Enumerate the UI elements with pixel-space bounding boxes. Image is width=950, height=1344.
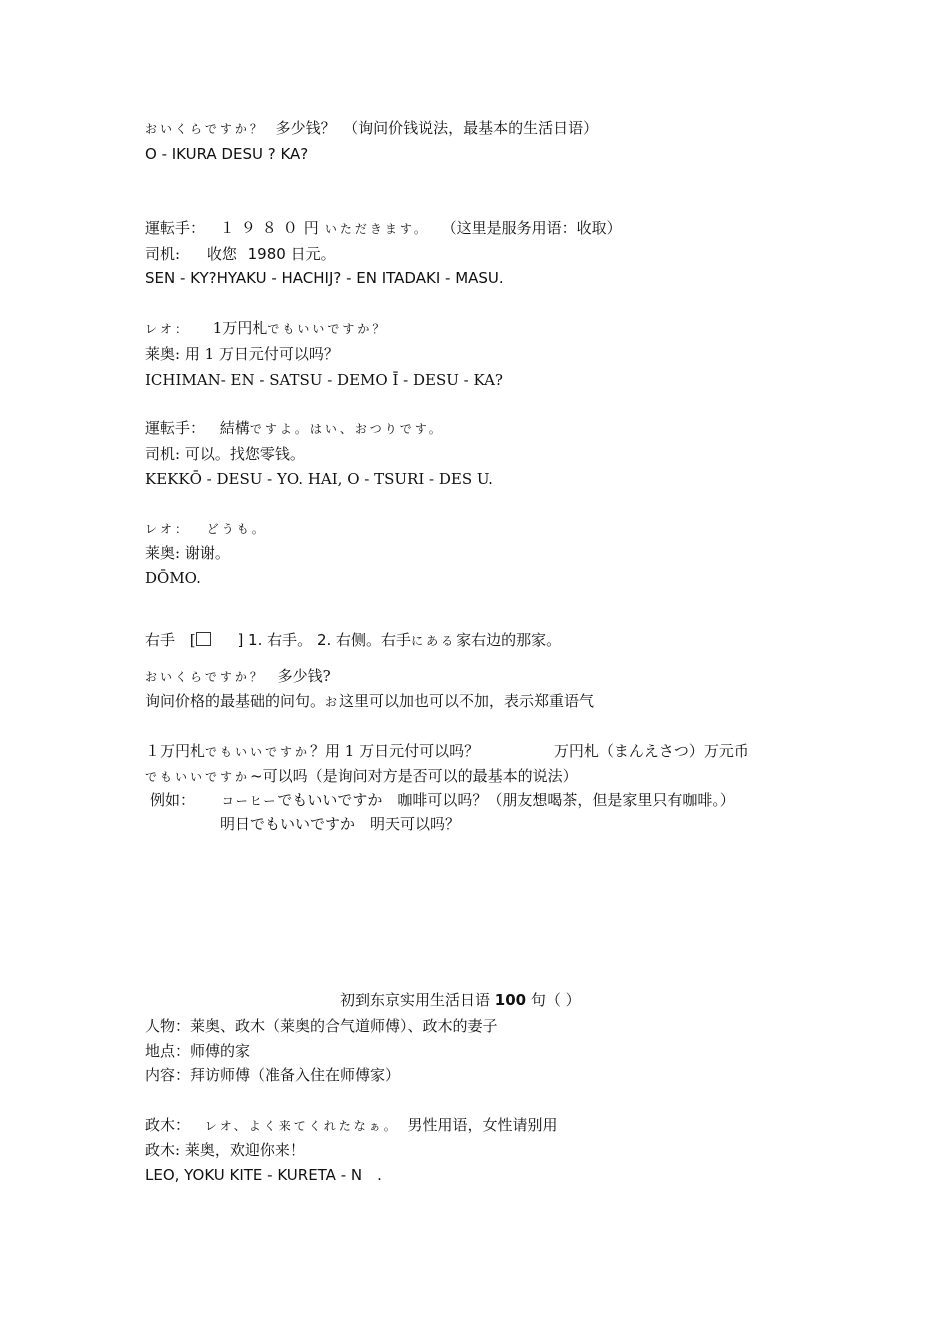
line-note-okura-explain: 询问价格的最基础的问句。お这里可以加也可以不加，表示郑重语气 [145, 692, 595, 710]
section-title: 初到东京实用生活日语 100 句（ ） [340, 991, 581, 1009]
line-note-ichiman: １万円札でもいいですか？用 1 万日元付可以吗？ 万円札（まんえさつ）万元币 [145, 742, 749, 760]
line-leo-cn: 莱奥: 用 1 万日元付可以吗？ [145, 345, 339, 363]
line-leo-romaji: ICHIMAN- EN - SATSU - DEMO Ī - DESU - KA? [145, 371, 503, 389]
line-location: 地点：师傅的家 [145, 1042, 251, 1060]
line-masaki-cn: 政木: 莱奥，欢迎你来！ [145, 1141, 305, 1159]
line-masaki-jp: 政木： レオ、よく来てくれたなぁ。 男性用语，女性请别用 [145, 1116, 558, 1134]
line-masaki-romaji: LEO, YOKU KITE - KURETA - N . [145, 1166, 382, 1184]
line-driver-jp: 運転手： １９８０円いただきます。 （这里是服务用语：收取） [145, 219, 622, 237]
line-phrase-okura: おいくらですか？ 多少钱？ （询问价钱说法，最基本的生活日语） [145, 119, 599, 137]
line-leo2-romaji: DŌMO. [145, 569, 201, 587]
line-driver2-cn: 司机: 可以。找您零钱。 [145, 445, 305, 463]
line-example-coffee: 例如： コーヒーでもいいですか 咖啡可以吗？（朋友想喝茶，但是家里只有咖啡。） [150, 791, 735, 809]
line-leo2-cn: 莱奥: 谢谢。 [145, 544, 230, 562]
line-note-demoii: でもいいですか~可以吗（是询问对方是否可以的最基本的说法） [145, 767, 578, 785]
line-driver-cn: 司机: 收您 1980 日元。 [145, 245, 336, 263]
line-leo-jp: レオ： 1万円札でもいいですか？ [145, 319, 388, 337]
line-content: 内容：拜访师傅（准备入住在师傅家） [145, 1066, 401, 1084]
line-vocab-migite: 右手 [ ] 1. 右手。 2. 右侧。右手にある家右边的那家。 [145, 631, 562, 649]
line-driver2-jp: 運転手： 結構ですよ。はい、おつりです。 [145, 419, 444, 437]
line-leo2-jp: レオ： どうも。 [145, 522, 267, 536]
missing-glyph-icon [196, 632, 211, 646]
line-example-ashita: 明日でもいいですか 明天可以吗？ [220, 815, 461, 833]
line-note-okura: おいくらですか？ 多少钱? [145, 667, 331, 685]
line-characters: 人物：莱奥、政木（莱奥的合气道师傅）、政木的妻子 [145, 1017, 498, 1035]
line-driver2-romaji: KEKKŌ - DESU - YO. HAI, O - TSURI - DES U. [145, 470, 493, 488]
line-driver-romaji: SEN - KY?HYAKU - HACHIJ? - EN ITADAKI - MASU. [145, 269, 504, 287]
line-romaji-okura: O - IKURA DESU ? KA? [145, 145, 309, 163]
